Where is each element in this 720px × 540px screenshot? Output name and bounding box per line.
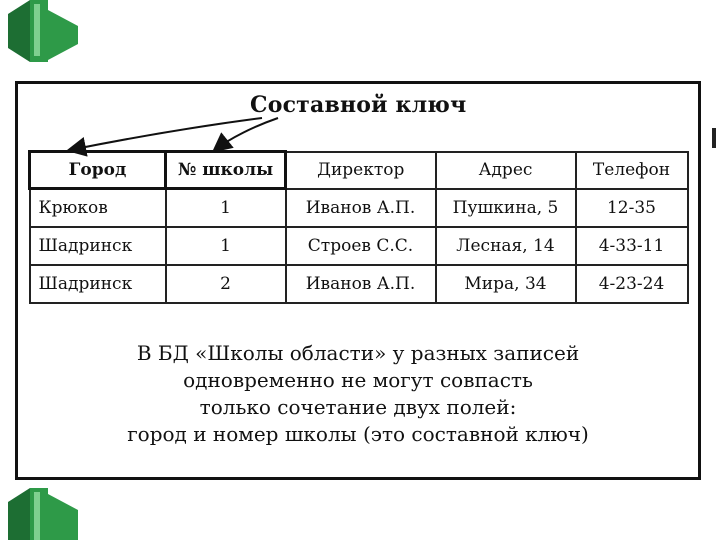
cell-director: Иванов А.П.	[286, 189, 436, 228]
note-line: одновременно не могут совпасть	[183, 368, 533, 392]
header-city: Город	[30, 152, 166, 189]
table-row	[30, 189, 688, 228]
slide-title: Составной ключ	[250, 92, 467, 118]
cell-school-number: 1	[166, 227, 286, 265]
header-address: Адрес	[436, 152, 576, 189]
cell-city: Шадринск	[30, 227, 166, 265]
cell-city: Крюков	[30, 189, 166, 228]
schools-table	[28, 150, 689, 304]
cell-address: Пушкина, 5	[436, 189, 576, 228]
explanation-note	[30, 340, 686, 448]
table-header-row	[30, 152, 688, 189]
table-row	[30, 227, 688, 265]
cell-director: Строев С.С.	[286, 227, 436, 265]
cell-director: Иванов А.П.	[286, 265, 436, 303]
table-row	[30, 265, 688, 303]
cell-school-number: 1	[166, 189, 286, 228]
note-line: город и номер школы (это составной ключ)	[127, 422, 589, 446]
cell-address: Мира, 34	[436, 265, 576, 303]
cell-phone: 12-35	[576, 189, 688, 228]
cell-city: Шадринск	[30, 265, 166, 303]
header-school-number: № школы	[166, 152, 286, 189]
header-phone: Телефон	[576, 152, 688, 189]
cell-address: Лесная, 14	[436, 227, 576, 265]
cell-school-number: 2	[166, 265, 286, 303]
note-line: только сочетание двух полей:	[199, 395, 517, 419]
cell-phone: 4-23-24	[576, 265, 688, 303]
cell-phone: 4-33-11	[576, 227, 688, 265]
note-line: В БД «Школы области» у разных записей	[136, 341, 580, 365]
arrow-to-city	[70, 118, 262, 150]
header-director: Директор	[286, 152, 436, 189]
